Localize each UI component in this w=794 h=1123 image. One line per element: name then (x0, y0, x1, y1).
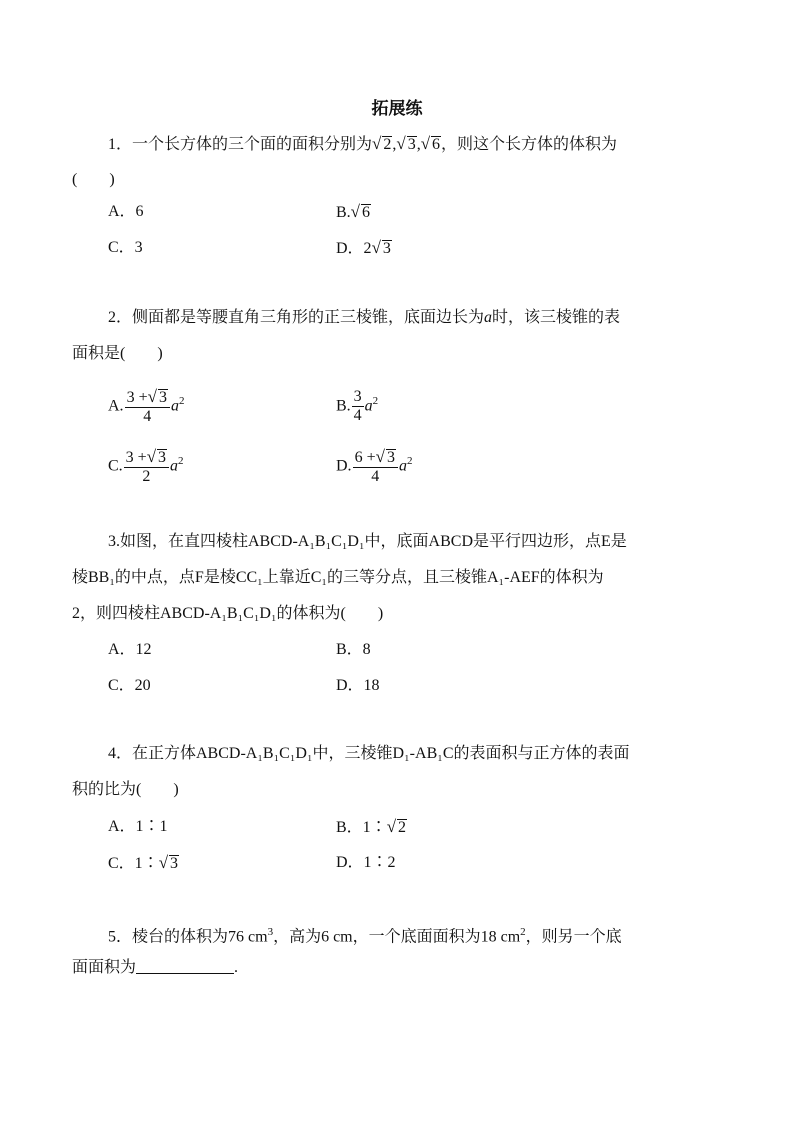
option-b: B.√ 6 (336, 202, 371, 221)
question-1 (72, 126, 724, 198)
option-a: A．1∶1 (108, 818, 168, 835)
fraction: $\frac{6 +√ 3}{4}$ (353, 447, 398, 487)
option-c: C．1∶√ 3 (108, 853, 179, 872)
option-b: B. $\frac{3}{4}$ $a^2$ (336, 387, 379, 425)
question-4-line-2: 积的比为( ) (72, 781, 179, 798)
option-a: A. $\frac{3 +√ 3}{4}$ $a^2$ (108, 386, 185, 426)
option-d: D．18 (336, 677, 380, 694)
question-1-stem: 1．一个长方体的三个面的面积分别为√ 2,√ 3,√ 6，则这个长方体的体积为 (108, 134, 618, 153)
fraction: $\frac{3 +√ 3}{2}$ (124, 447, 169, 487)
option-c: C. $\frac{3 +√ 3}{2}$ $a^2$ (108, 446, 184, 486)
question-2-stem: 2．侧面都是等腰直角三角形的正三棱锥，底面边长为a时，该三棱锥的表 (108, 309, 621, 326)
question-5-line-1: 5．棱台的体积为76 $cm^3$，高为6 cm，一个底面面积为18 $cm^2$，则另一个底 (108, 926, 622, 946)
question-3-line-3: 2，则四棱柱ABCD-A₁B₁C₁D₁的体积为( ) (72, 605, 384, 622)
question-4 (72, 736, 724, 808)
fraction: $\frac{3}{4}$ (353, 387, 362, 425)
question-3-line-2: 棱BB₁的中点，点F是棱CC₁上靠近C₁的三等分点，且三棱锥A₁-AEF的体积为 (72, 569, 604, 586)
option-b: B．8 (336, 641, 371, 658)
question-3 (72, 524, 724, 632)
question-5-line-2: 面面积为 . (72, 950, 724, 986)
question-5 (72, 914, 724, 986)
option-d: D．2√ 3 (336, 238, 391, 257)
option-d: D. $\frac{6 +√ 3}{4}$ $a^2$ (336, 446, 413, 486)
option-c: C．3 (108, 239, 143, 256)
option-d: D．1∶2 (336, 854, 396, 871)
answer-blank[interactable] (136, 955, 234, 974)
question-4-line-1: 4．在正方体ABCD-A₁B₁C₁D₁中，三棱锥D₁-AB₁C的表面积与正方体的表面 (108, 745, 630, 762)
question-3-line-1: 3.如图，在直四棱柱ABCD-A₁B₁C₁D₁中，底面ABCD是平行四边形，点E是 (108, 533, 627, 550)
question-1-bracket: ( ) (72, 171, 115, 188)
page-title: 拓展练 (371, 99, 423, 118)
option-c: C．20 (108, 677, 151, 694)
option-a: A．12 (108, 641, 152, 658)
fraction: $\frac{3 +√ 3}{4}$ (125, 387, 170, 427)
question-2 (72, 300, 724, 372)
option-a: A．6 (108, 203, 144, 220)
question-2-stem-cont: 面积是( ) (72, 345, 163, 362)
option-b: B．1∶√ 2 (336, 817, 407, 836)
